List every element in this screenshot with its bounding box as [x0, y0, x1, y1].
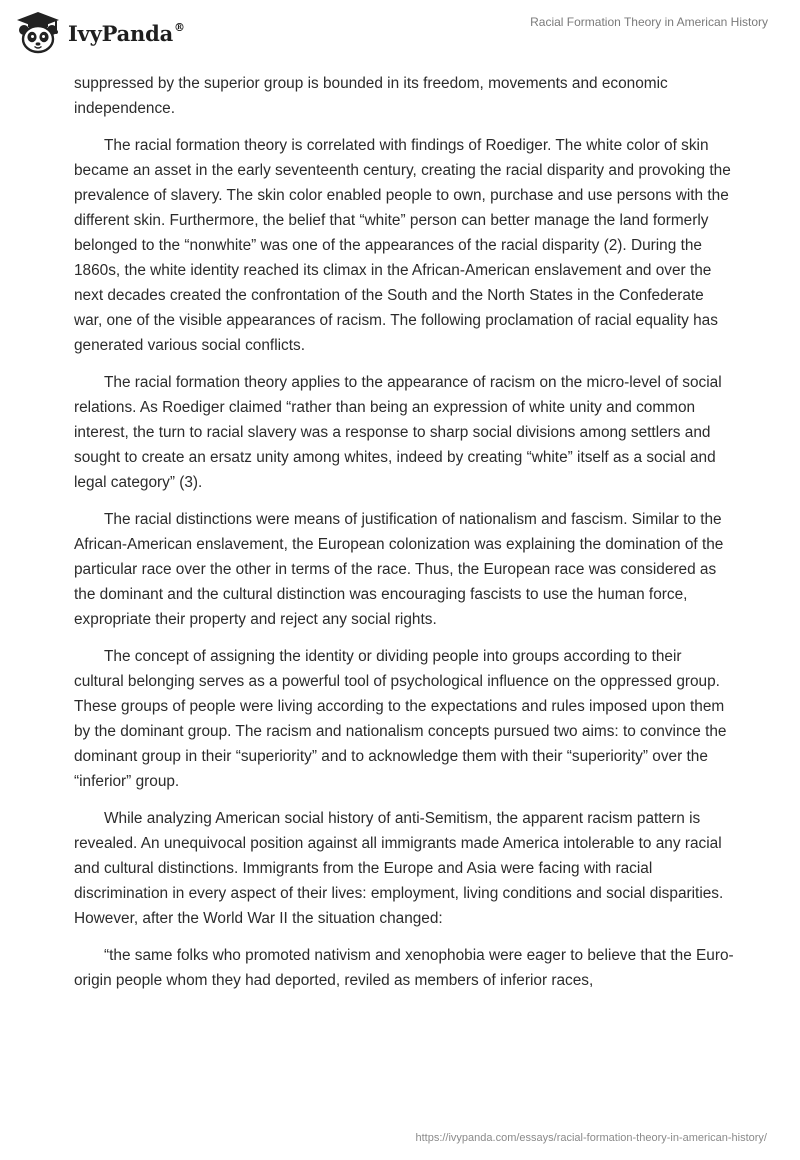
brand-name: IvyPanda® [68, 20, 185, 46]
paragraph: The racial formation theory is correlated with findings of Roediger. The white color of skin became an asset in the early seventeenth century, creating the racial disparity and provoking the prevalence of slavery. The skin color enabled people to own, purchase and use persons with the different skin. Furthermore, the belief that “white” person can better manage the land formerly belonged to the “nonwhite” was one of the appearances of the racial disparity (2). During the 1860s, the white identity reached its climax in the African-American enslavement and over the next decades created the confrontation of the South and the North States in the Confederate war, one of the visible appearances of racism. The following proclamation of racial equality has generated various social conflicts. [74, 137, 731, 354]
panda-graduate-icon [14, 10, 62, 54]
document-title: Racial Formation Theory in American History [530, 15, 768, 29]
paragraph: The concept of assigning the identity or dividing people into groups according to their cultural belonging serves as a powerful tool of psychological influence on the oppressed group. These groups of people were living according to the expectations and rules imposed upon them by the dominant group. The racism and nationalism concepts pursued two aims: to convince the dominant group in their “superiority” and to acknowledge them with their “superiority” over the “inferior” group. [74, 648, 727, 790]
footer-url[interactable]: https://ivypanda.com/essays/racial-formation-theory-in-american-history/ [415, 1132, 767, 1144]
page-header [0, 0, 800, 64]
essay-body [74, 71, 734, 1005]
paragraph: While analyzing American social history of anti-Semitism, the apparent racism pattern is revealed. An unequivocal position against all immigrants made America intolerable to any racial and cultural distinctions. Immigrants from the Europe and Asia were facing with racial discrimination in every aspect of their lives: employment, living conditions and social disparities. However, after the World War II the situation changed: [74, 810, 724, 927]
paragraph: suppressed by the superior group is bounded in its freedom, movements and economic independence. [74, 75, 668, 117]
paragraph: The racial distinctions were means of justification of nationalism and fascism. Similar to the African-American enslavement, the European colonization was explaining the domination of the particular race over the other in terms of the race. Thus, the European race was considered as the dominant and the cultural distinction was encouraging fascists to use the human force, expropriate their property and reject any social rights. [74, 511, 724, 628]
block-quote: “the same folks who promoted nativism and xenophobia were eager to believe that the Euro-origin people whom they had deported, reviled as members of inferior races, [74, 947, 734, 989]
ivypanda-logo[interactable] [14, 10, 185, 54]
paragraph: The racial formation theory applies to the appearance of racism on the micro-level of social relations. As Roediger claimed “rather than being an expression of white unity and common interest, the turn to racial slavery was a response to sharp social divisions among settlers and sought to create an ersatz unity among whites, indeed by creating “white” itself as a social and legal category” (3). [74, 374, 722, 491]
